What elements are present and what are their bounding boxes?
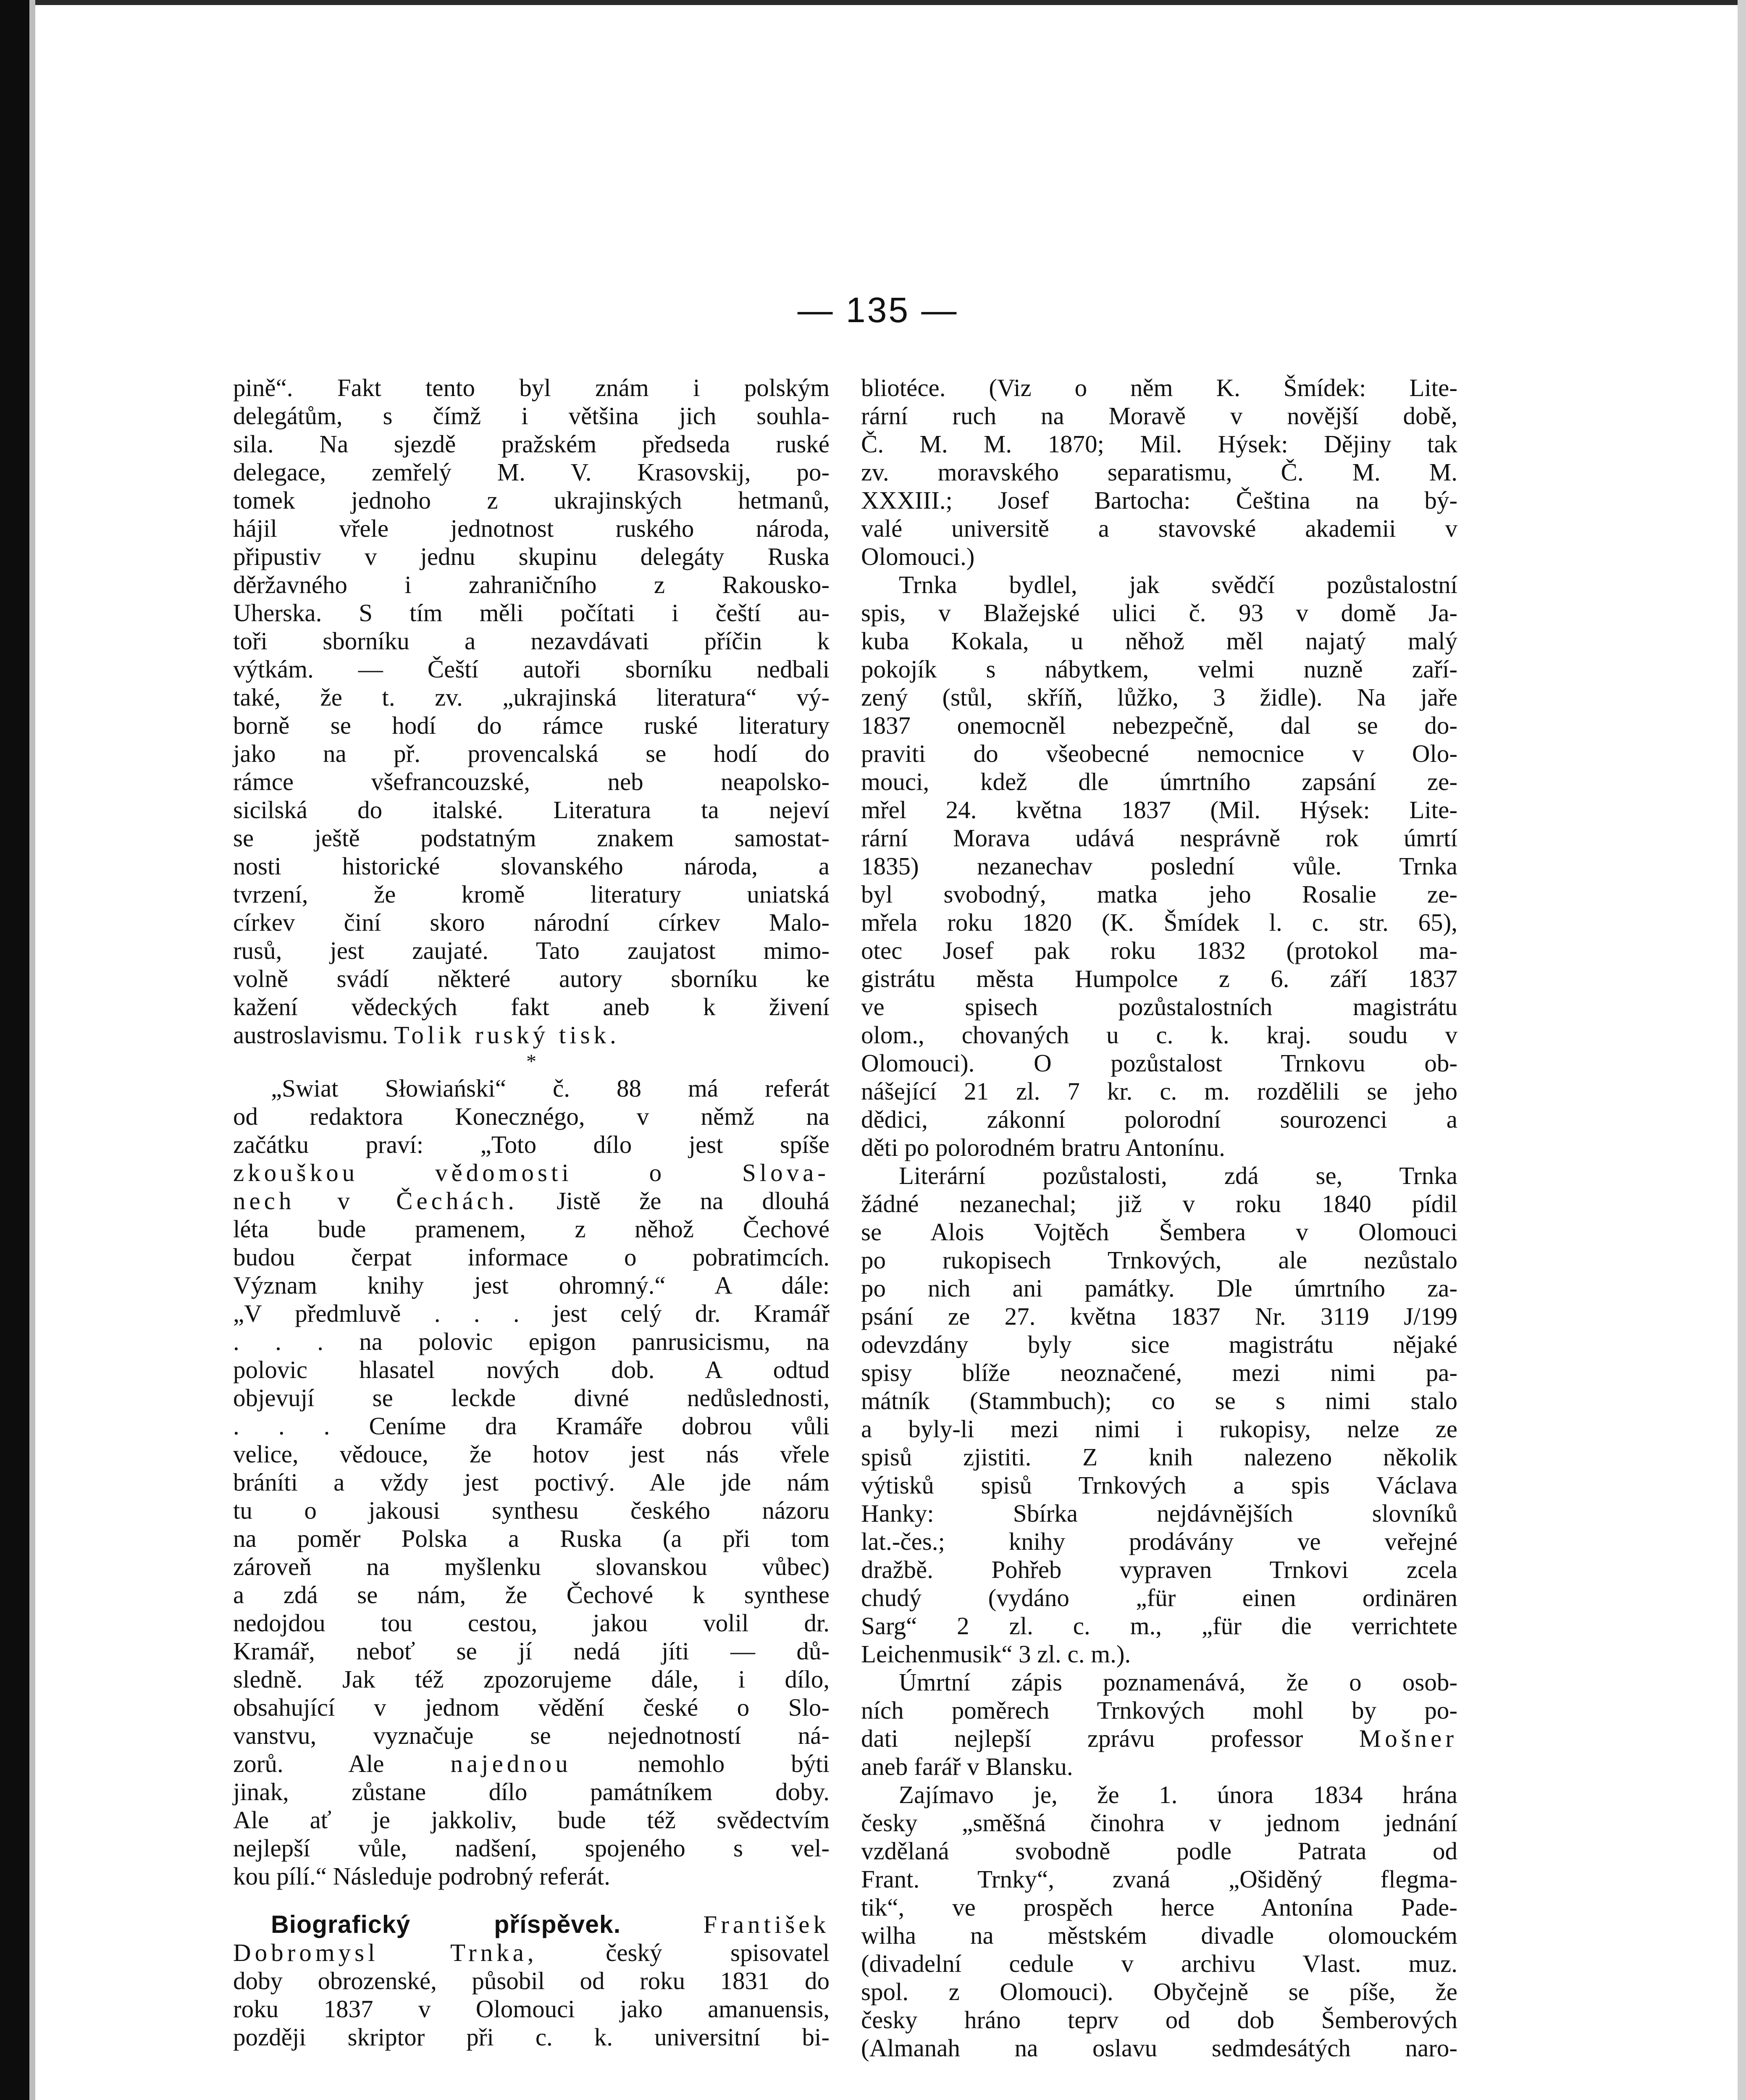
text-line: bliotéce. (Viz o něm K. Šmídek: Lite-: [861, 374, 1457, 402]
text-line: wilha na městském divadle olomouckém: [861, 1922, 1457, 1949]
text-line: delegátům, s čímž i většina jich souhla-: [233, 402, 830, 430]
text-line: zený (stůl, skříň, lůžko, 3 židle). Na jaře: [861, 683, 1457, 711]
text-line: kuba Kokala, u něhož měl najatý malý: [861, 627, 1457, 655]
text-line: česky hráno teprv od dob Šemberových: [861, 2006, 1457, 2034]
section-heading: Biografický příspěvek.: [271, 1911, 621, 1938]
text-line: sicilská do italské. Literatura ta nejeví: [233, 796, 830, 824]
page-number: — 135 —: [797, 290, 958, 330]
text-line: valé universitě a stavovské akademii v: [861, 514, 1457, 542]
text-line: spis, v Blažejské ulici č. 93 v domě Ja-: [861, 599, 1457, 627]
text-line: žádné nezanechal; již v roku 1840 pídil: [861, 1190, 1457, 1218]
text-line: budou čerpat informace o pobratimcích.: [233, 1243, 830, 1271]
spaced-emphasis: Mošner: [1359, 1725, 1457, 1752]
text-line: a zdá se nám, že Čechové k synthese: [233, 1581, 830, 1609]
text-line: kažení vědeckých fakt aneb k živení: [233, 993, 830, 1021]
text-line: Úmrtní zápis poznamenává, že o osob-: [899, 1668, 1457, 1696]
text-line: gistrátu města Humpolce z 6. září 1837: [861, 965, 1457, 992]
text-line: vzdělaná svobodně podle Patrata od: [861, 1837, 1457, 1865]
text-line: (divadelní cedule v archivu Vlast. muz.: [861, 1950, 1457, 1977]
text-line: mřel 24. května 1837 (Mil. Hýsek: Lite-: [861, 796, 1457, 824]
text-line: Literární pozůstalosti, zdá se, Trnka: [899, 1162, 1457, 1189]
text-line: kou pílí.“ Následuje podrobný referát.: [233, 1862, 610, 1890]
spaced-emphasis: Tolik ruský tisk.: [394, 1021, 620, 1049]
scan-edge-right: [1738, 0, 1746, 2100]
text-line: nejlepší vůle, nadšení, spojeného s vel-: [233, 1834, 830, 1862]
text-line: doby obrozenské, působil od roku 1831 do: [233, 1967, 830, 1995]
text-line: mátník (Stammbuch); co se s nimi stalo: [861, 1387, 1457, 1415]
text-line: se ještě podstatným znakem samostat-: [233, 824, 830, 852]
scan-edge-top: [0, 0, 1746, 5]
text-line: Frant. Trnky“, zvaná „Ošiděný flegma-: [861, 1865, 1457, 1893]
text-line: tik“, ve prospěch herce Antonína Pade-: [861, 1893, 1457, 1921]
text-line: sledně. Jak též zpozorujeme dále, i dílo,: [233, 1665, 830, 1693]
text-line: rámce všefrancouzské, neb neapolsko-: [233, 768, 830, 795]
text-line: Leichenmusik“ 3 zl. c. m.).: [861, 1640, 1131, 1668]
text-line: později skriptor při c. k. universitní bi-: [233, 2023, 830, 2051]
text-line: dražbě. Pohřeb vypraven Trnkovi zcela: [861, 1556, 1457, 1583]
text-line: byl svobodný, matka jeho Rosalie ze-: [861, 880, 1457, 908]
spaced-emphasis: najednou: [450, 1750, 572, 1777]
text-line: nosti historické slovanského národa, a: [233, 852, 830, 880]
text-line: Význam knihy jest ohromný.“ A dále:: [233, 1271, 830, 1299]
text-line: chudý (vydáno „für einen ordinären: [861, 1584, 1457, 1612]
text-line: církev činí skoro národní církev Malo-: [233, 908, 830, 936]
right-column: [861, 374, 1457, 2062]
text-line: také, že t. zv. „ukrajinská literatura“ vý-: [233, 683, 830, 711]
text-line: spisy blíže neoznačené, mezi nimi pa-: [861, 1359, 1457, 1386]
spaced-emphasis-line: zkouškou vědomosti o Slova-: [233, 1159, 830, 1186]
text-line: připustiv v jednu skupinu delegáty Ruska: [233, 543, 830, 570]
spaced-emphasis: nech v Čechách.: [233, 1187, 518, 1215]
text-line: austroslavismu. Tolik ruský tisk.: [233, 1021, 620, 1049]
text-line: na poměr Polska a Ruska (a při tom: [233, 1525, 830, 1552]
text-line: Dobromysl Trnka, český spisovatel: [233, 1939, 830, 1966]
paragraph-literary-estate: [861, 1162, 1457, 1668]
text-line: výtkám. — Čeští autoři sborníku nedbali: [233, 655, 830, 683]
text-line: [233, 1911, 830, 1939]
text-line: nedojdou tou cestou, jakou volil dr.: [233, 1609, 830, 1637]
text-line: odevzdány byly sice magistrátu nějaké: [861, 1331, 1457, 1358]
paragraph-bibliography: [861, 374, 1457, 543]
text-line: jako na př. provencalská se hodí do: [233, 740, 830, 767]
scan-edge-left-shadow: [29, 0, 35, 2100]
text-line: „Swiat Słowiański“ č. 88 má referát: [271, 1074, 830, 1102]
text-line: vanstvu, vyznačuje se nejednotností ná-: [233, 1722, 830, 1749]
text-line: Č. M. M. 1870; Mil. Hýsek: Dějiny tak: [861, 430, 1457, 458]
text-line: . . . Ceníme dra Kramáře dobrou vůli: [233, 1412, 830, 1440]
text-line: hájil vřele jednotnost ruského národa,: [233, 514, 830, 542]
text-line: polovic hlasatel nových dob. A odtud: [233, 1356, 830, 1383]
text-line: po nich ani památky. Dle úmrtního za-: [861, 1274, 1457, 1302]
text-line: tu o jakousi synthesu českého názoru: [233, 1496, 830, 1524]
text-line: se Alois Vojtěch Šembera v Olomouci: [861, 1218, 1457, 1246]
text-line: léta bude pramenem, z něhož Čechové: [233, 1215, 830, 1243]
text-line: Uherska. S tím měli počítati i čeští au-: [233, 599, 830, 627]
text-line: velice, vědouce, že hotov jest nás vřele: [233, 1440, 830, 1468]
text-line: spisů zjistiti. Z knih nalezeno několik: [861, 1443, 1457, 1471]
text-line: XXXIII.; Josef Bartocha: Čeština na bý-: [861, 486, 1457, 514]
text-line: mouci, kdež dle úmrtního zapsání ze-: [861, 768, 1457, 795]
text-line: Olomouci). O pozůstalost Trnkovu ob-: [861, 1049, 1457, 1077]
text-line: nášející 21 zl. 7 kr. c. m. rozdělili se jeho: [861, 1077, 1457, 1105]
text-line: „V předmluvě . . . jest celý dr. Kramář: [233, 1299, 830, 1327]
section-separator-star: *: [526, 1050, 536, 1073]
text-line: jinak, zůstane dílo památníkem doby.: [233, 1778, 830, 1806]
text-line: dědici, zákonní polorodní sourozenci a: [861, 1105, 1457, 1133]
text-line: Olomouci.): [861, 543, 975, 570]
text-line: lat.-čes.; knihy prodávány ve veřejné: [861, 1528, 1457, 1555]
text-line: děti po polorodném bratru Antonínu.: [861, 1134, 1225, 1161]
text-line: sila. Na sjezdě pražském předseda ruské: [233, 430, 830, 458]
text-line: zv. moravského separatismu, Č. M. M.: [861, 458, 1457, 486]
text-line: toři sborníku a nezavdávati příčin k: [233, 627, 830, 655]
text-line: zorů. Ale najednou nemohlo býti: [233, 1750, 830, 1777]
paragraph-polish-delegates: [233, 374, 830, 1021]
paragraph-performance: [861, 1781, 1457, 2062]
text-line: po rukopisech Trnkových, ale nezůstalo: [861, 1246, 1457, 1274]
text-line: rusů, jest zaujaté. Tato zaujatost mimo-: [233, 937, 830, 964]
text-line: spol. z Olomouci). Obyčejně se píše, že: [861, 1978, 1457, 2006]
text-line: nech v Čechách. Jistě že na dlouhá: [233, 1187, 830, 1215]
text-line: výtisků spisů Trnkových a spis Václava: [861, 1471, 1457, 1499]
text-line: a byly-li mezi nimi i rukopisy, nelze ze: [861, 1415, 1457, 1443]
text-line: praviti do všeobecné nemocnice v Olo-: [861, 740, 1457, 767]
text-line: pině“. Fakt tento byl znám i polským: [233, 374, 830, 402]
text-line: rární Morava udává nesprávně rok úmrtí: [861, 824, 1457, 852]
scan-edge-left: [0, 0, 29, 2100]
text-line: obsahující v jednom vědění české o Slo-: [233, 1693, 830, 1721]
text-line: 1837 onemocněl nebezpečně, dal se do-: [861, 711, 1457, 739]
paragraph-biographical-contribution: [233, 1911, 830, 2051]
text-line: zároveň na myšlenku slovanskou vůbec): [233, 1553, 830, 1580]
text-line: (Almanah na oslavu sedmdesátých naro-: [861, 2034, 1457, 2062]
paragraph-swiat-slowianski: [233, 1074, 830, 1890]
text-line: děržavného i zahraničního z Rakousko-: [233, 571, 830, 598]
text-line: delegace, zemřelý M. V. Krasovskij, po-: [233, 458, 830, 486]
paragraph-residence: [861, 571, 1457, 1162]
text-line: Trnka bydlel, jak svědčí pozůstalostní: [899, 571, 1457, 598]
text-line: pokojík s nábytkem, velmi nuzně zaří-: [861, 655, 1457, 683]
text-line: česky „směšná činohra v jednom jednání: [861, 1809, 1457, 1837]
text-line: 1835) nezanechav poslední vůle. Trnka: [861, 852, 1457, 880]
text-line: Ale ať je jakkoliv, bude též svědectvím: [233, 1806, 830, 1834]
text-line: od redaktora Konecznégo, v němž na: [233, 1102, 830, 1130]
text-line: dati nejlepší zprávu professor Mošner: [861, 1725, 1457, 1752]
text-line: rární ruch na Moravě v novější době,: [861, 402, 1457, 430]
text-line: tvrzení, že kromě literatury uniatská: [233, 880, 830, 908]
text-line: ních poměrech Trnkových mohl by po-: [861, 1696, 1457, 1724]
text-line: objevují se leckde divné nedůslednosti,: [233, 1384, 830, 1412]
left-column: [233, 374, 830, 2051]
text-line: mřela roku 1820 (K. Šmídek l. c. str. 65),: [861, 908, 1457, 936]
text-line: . . . na polovic epigon panrusicismu, na: [233, 1328, 830, 1355]
text-line: Zajímavo je, že 1. února 1834 hrána: [899, 1781, 1457, 1809]
text-line: začátku praví: „Toto dílo jest spíše: [233, 1131, 830, 1158]
text-line: borně se hodí do rámce ruské literatury: [233, 711, 830, 739]
text-line: Sarg“ 2 zl. c. m., „für die verrichtete: [861, 1612, 1457, 1640]
text-line: bráníti a vždy jest poctivý. Ale jde nám: [233, 1468, 830, 1496]
text-line: tomek jednoho z ukrajinských hetmanů,: [233, 486, 830, 514]
text-line: otec Josef pak roku 1832 (protokol ma-: [861, 937, 1457, 964]
text-line: Hanky: Sbírka nejdávnějších slovníků: [861, 1499, 1457, 1527]
text-line: ve spisech pozůstalostních magistrátu: [861, 993, 1457, 1021]
text-line: Kramář, neboť se jí nedá jíti — dů-: [233, 1637, 830, 1665]
text-line: volně svádí některé autory sborníku ke: [233, 965, 830, 992]
text-line: olom., chovaných u c. k. kraj. soudu v: [861, 1021, 1457, 1049]
text-line: psání ze 27. května 1837 Nr. 3119 J/199: [861, 1302, 1457, 1330]
paragraph-death-record: [861, 1668, 1457, 1781]
text-line: roku 1837 v Olomouci jako amanuensis,: [233, 1995, 830, 2023]
text-line: aneb farář v Blansku.: [861, 1753, 1073, 1780]
spaced-emphasis: Dobromysl Trnka,: [233, 1939, 538, 1966]
spaced-emphasis: František: [703, 1911, 830, 1938]
